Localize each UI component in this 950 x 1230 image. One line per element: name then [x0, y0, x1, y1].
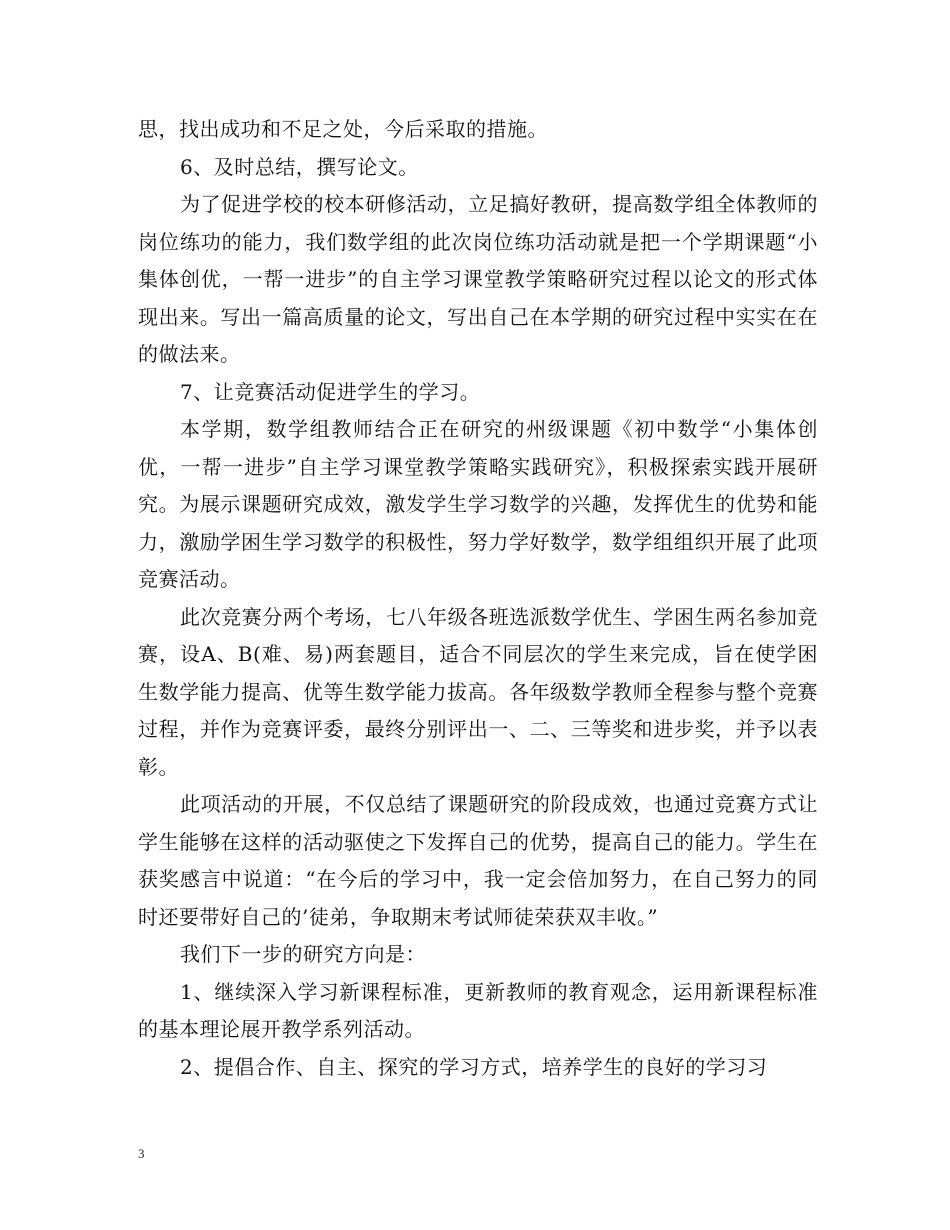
paragraph-7: 此项活动的开展，不仅总结了课题研究的阶段成效，也通过竞赛方式让学生能够在这样的活动驱使之下发挥自己的优势，提高自己的能力。学生在获奖感言中说道：“在今后的学习中，我一定会倍加努力，在自己努力的同时还要带好自己的’徒弟，争取期末考试师徒荣获双丰收。”: [138, 792, 818, 929]
paragraph-10: 2、提倡合作、自主、探究的学习方式，培养学生的良好的学习习: [180, 1054, 768, 1079]
paragraph-4: 7、让竞赛活动促进学生的学习。: [180, 379, 481, 404]
paragraph-8: 我们下一步的研究方向是：: [180, 942, 426, 966]
document-body: [138, 111, 818, 1086]
paragraph-1: 思，找出成功和不足之处，今后采取的措施。: [138, 117, 548, 141]
paragraph-6: 此次竞赛分两个考场，七八年级各班选派数学优生、学困生两名参加竞赛，设A、B(难、易)两套题目，适合不同层次的学生来完成，旨在使学困生数学能力提高、优等生数学能力拔高。各年级数学教师全程参与整个竞赛过程，并作为竞赛评委，最终分别评出一、二、三等奖和进步奖，并予以表彰。: [138, 604, 818, 779]
page-number: 3: [138, 1146, 145, 1161]
paragraph-3: 为了促进学校的校本研修活动，立足搞好教研，提高数学组全体教师的岗位练功的能力，我们数学组的此次岗位练功活动就是把一个学期课题“小集体创优，一帮一进步”的自主学习课堂教学策略研究过程以论文的形式体现出来。写出一篇高质量的论文，写出自己在本学期的研究过程中实实在在的做法来。: [138, 192, 818, 366]
paragraph-9: 1、继续深入学习新课程标准，更新教师的教育观念，运用新课程标准的基本理论展开教学系列活动。: [138, 979, 818, 1041]
paragraph-2: 6、及时总结，撰写论文。: [180, 154, 419, 179]
paragraph-5: 本学期，数学组教师结合正在研究的州级课题《初中数学“小集体创优，一帮一进步”自主学习课堂教学策略实践研究》，积极探索实践开展研究。为展示课题研究成效，激发学生学习数学的兴趣，发挥优生的优势和能力，激励学困生学习数学的积极性，努力学好数学，数学组组织开展了此项竞赛活动。: [138, 417, 818, 591]
